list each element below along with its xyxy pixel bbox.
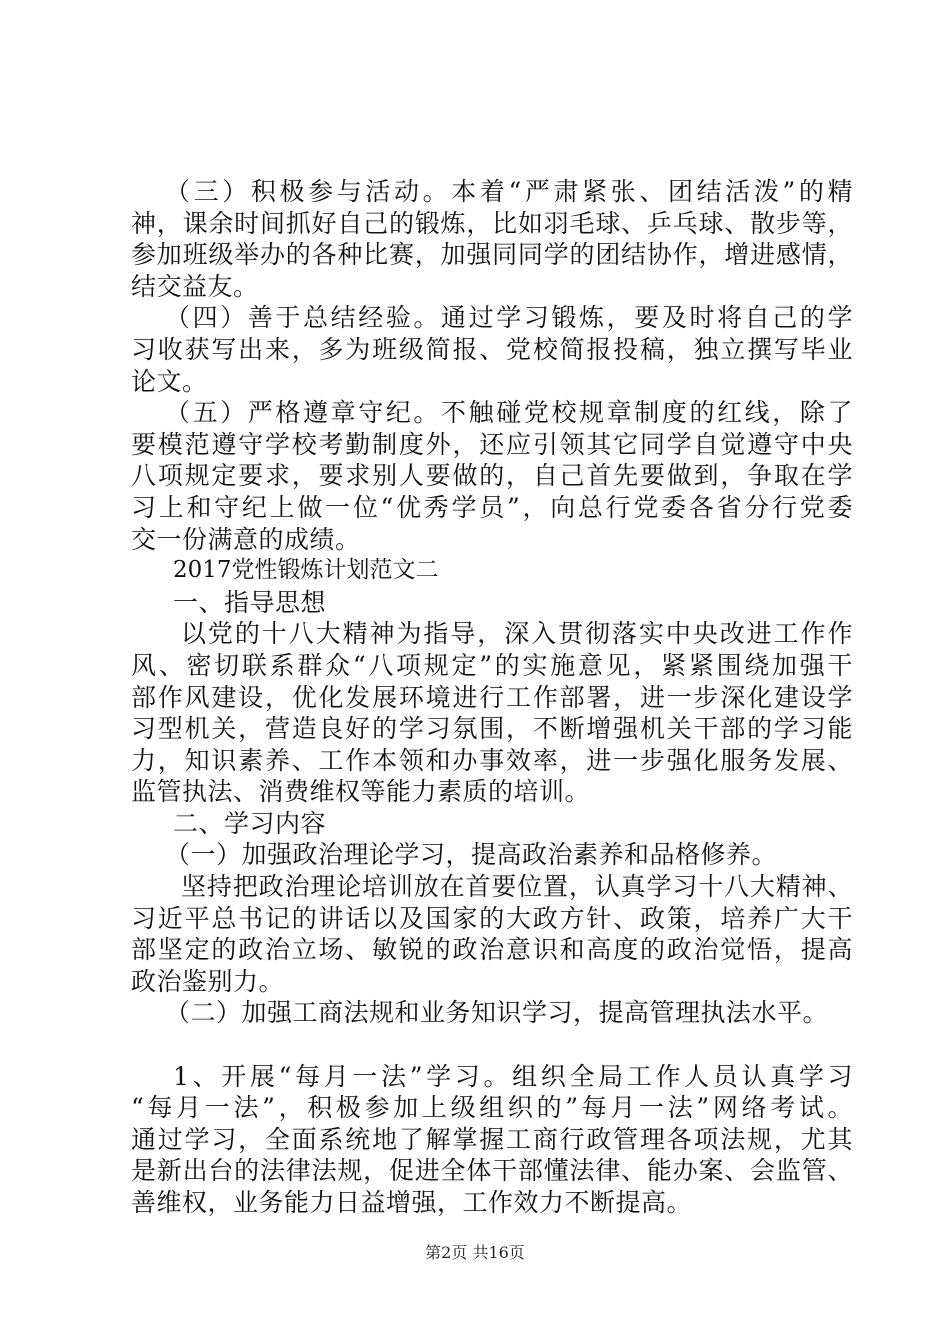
text-line: 以党的十八大精神为指导，深入贯彻落实中央改进工作作 [181, 619, 853, 649]
text-line: （五）严格遵章守纪。不触碰党校规章制度的红线，除了 [165, 398, 853, 428]
text-line: 论文。 [131, 366, 208, 396]
text-line: 要模范遵守学校考勤制度外，还应引领其它同学自觉遵守中央 [131, 429, 853, 459]
text-line: 监管执法、消费维权等能力素质的培训。 [131, 777, 591, 807]
text-line: 二、学习内容 [173, 808, 327, 838]
text-line: 习近平总书记的讲话以及国家的大政方针、政策，培养广大干 [131, 903, 853, 933]
text-line: 善维权，业务能力日益增强，工作效力不断提高。 [131, 1188, 693, 1217]
page-footer: 第2页 共16页 [425, 1243, 525, 1262]
text-line: 神，课余时间抓好自己的锻炼，比如羽毛球、乒乓球、散步等， [131, 208, 853, 238]
text-line: 部作风建设，优化发展环境进行工作部署，进一步深化建设学 [131, 682, 853, 712]
text-line: 坚持把政治理论培训放在首要位置，认真学习十八大精神、 [181, 872, 853, 902]
text-line: （一）加强政治理论学习，提高政治素养和品格修养。 [165, 840, 778, 870]
text-line: 力，知识素养、工作本领和办事效率，进一步强化服务发展、 [131, 745, 853, 775]
text-line: 习收获写出来，多为班级简报、党校简报投稿，独立撰写毕业 [131, 334, 853, 364]
text-line: 结交益友。 [131, 271, 259, 301]
body-text [131, 176, 853, 1219]
text-line: 习上和守纪上做一位“优秀学员”，向总行党委各省分行党委 [131, 492, 853, 522]
text-line: “每月一法”，积极参加上级组织的”每月一法”网络考试。 [131, 1093, 853, 1123]
text-line: 一、指导思想 [173, 587, 327, 617]
text-line: 2017党性锻炼计划范文二 [173, 557, 439, 584]
text-line: 通过学习，全面系统地了解掌握工商行政管理各项法规，尤其 [131, 1124, 853, 1154]
text-line: 参加班级举办的各种比赛，加强同同学的团结协作，增进感情， [131, 240, 853, 270]
text-line: 习型机关，营造良好的学习氛围，不断增强机关干部的学习能 [131, 714, 853, 744]
text-line: 风、密切联系群众“八项规定”的实施意见，紧紧围绕加强干 [131, 650, 853, 680]
text-line: 交一份满意的成绩。 [131, 524, 361, 554]
text-line: （四）善于总结经验。通过学习锻炼，要及时将自己的学 [165, 303, 853, 333]
text-line: （三）积极参与活动。本着“严肃紧张、团结活泼”的精 [165, 177, 853, 206]
text-line: 政治鉴别力。 [131, 966, 285, 996]
text-line: （二）加强工商法规和业务知识学习，提高管理执法水平。 [165, 998, 829, 1028]
blank-line [131, 1029, 853, 1061]
text-line: 1、开展“每月一法”学习。组织全局工作人员认真学习 [173, 1061, 853, 1091]
text-line: 八项规定要求，要求别人要做的，自己首先要做到，争取在学 [131, 461, 853, 491]
text-line: 部坚定的政治立场、敏锐的政治意识和高度的政治觉悟，提高 [131, 935, 853, 965]
text-line: 是新出台的法律法规，促进全体干部懂法律、能办案、会监管、 [131, 1156, 853, 1186]
